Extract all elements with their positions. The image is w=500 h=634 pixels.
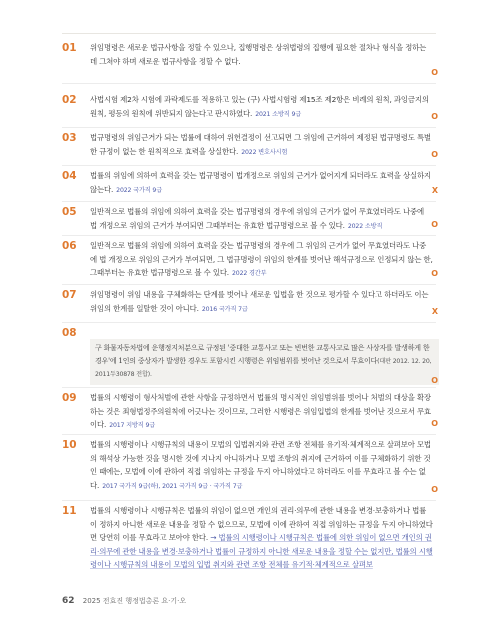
question-item [62, 127, 436, 166]
question-number: 05 [62, 206, 77, 218]
question-number: 09 [62, 392, 77, 404]
question-item [62, 165, 436, 202]
question-text: 위임명령이 위임 내용을 구체화하는 단계를 벗어나 새로운 입법을 한 것으로 평가할 수 있다고 하더라도 이는 위임의 한계를 일탈한 것이 아니다. 2016 국가직 7급 [90, 290, 429, 313]
explanation-text: → 법률의 시행령이나 시행규칙은 법률에 의한 위임이 없으면 개인의 권리·의무에 관한 내용을 변경·보충하거나 법률이 규정하지 아니한 새로운 내용을 정할 수는 없지만, 법률의 시행령이나 시행규칙의 내용이 모법의 입법 취지와 관련 조항 전체를 유기적·체계적으로 살펴보 [90, 533, 433, 569]
precedent-quote-box: 구 화물자동차법에 운행정지처분으로 규정된 '중대한 교통사고 또는 빈번한 교통사고로 많은 사상자를 발생하게 한 경우'에 1인의 중상자가 발생한 경우도 포함시킨 시행령은 위임범위를 벗어난 것으로서 무효이다(대판 2012. 12. 20, 2011두30878 전합). [90, 339, 439, 385]
question-item [62, 201, 436, 236]
question-text: 법률의 시행령이 형사처벌에 관한 사항을 규정하면서 법률의 명시적인 위임범위를 벗어나 처벌의 대상을 확장하는 것은 죄형법정주의원칙에 어긋나는 것이므로, 그러한 시행령은 위임입법의 한계를 벗어난 것으로서 무효이다. 2017 지방직 9급 [90, 393, 431, 429]
answer-mark: O [431, 419, 438, 428]
answer-mark: X [431, 186, 438, 195]
answer-mark: O [431, 376, 438, 385]
answer-mark: O [431, 485, 438, 494]
question-text: 법규명령의 위임근거가 되는 법률에 대하여 위헌결정이 선고되면 그 위임에 근거하여 제정된 법규명령도 특별한 규정이 없는 한 원칙적으로 효력을 상실한다. 2022 변호사시험 [90, 133, 431, 156]
question-number: 08 [62, 327, 77, 339]
question-text: 법률의 위임에 의하여 효력을 갖는 법규명령이 법개정으로 위임의 근거가 없어지게 되더라도 효력을 상실하지 않는다. 2022 국가직 9급 [90, 171, 431, 194]
page-number: 62 [62, 596, 75, 606]
question-text: 일반적으로 법률의 위임에 의하여 효력을 갖는 법규명령의 경우에 그 위임의 근거가 없어 무효였더라도 나중에 법 개정으로 위임의 근거가 부여되면, 그 법규명령이 위임의 한계를 벗어난 해석규정으로 인정되지 않는 한, 그때부터는 유효한 법규명령으로 볼 수 있다. 2022 경간부 [90, 241, 433, 277]
question-number: 10 [62, 439, 77, 451]
question-item [62, 235, 436, 285]
question-number: 03 [62, 132, 77, 144]
answer-mark: O [431, 220, 438, 229]
question-number: 11 [62, 505, 77, 517]
exam-source: 2022 경간부 [232, 270, 267, 277]
question-item [62, 284, 436, 323]
question-item [62, 93, 436, 128]
question-number: 07 [62, 289, 77, 301]
precedent-citation: (대판 2012. 12. 20, 2011두30878 전합). [95, 357, 432, 378]
answer-mark: O [431, 68, 438, 77]
question-number: 06 [62, 240, 77, 252]
exam-source: 2016 국가직 7급 [201, 305, 248, 313]
exam-source: 2017 국가직 9급(하), 2021 국가직 9급 · 국가직 7급 [102, 482, 243, 490]
question-item [62, 434, 436, 501]
question-text: 일반적으로 법률의 위임에 의하여 효력을 갖는 법규명령의 경우에 위임의 근거가 없어 무효였더라도 나중에 법 개정으로 위임의 근거가 부여되면 그때부터는 유효한 법규명령으로 볼 수 있다. 2022 소방직 [90, 207, 424, 230]
question-item [62, 500, 436, 582]
page-footer [62, 596, 186, 606]
answer-mark: O [431, 112, 438, 121]
question-number: 02 [62, 94, 77, 106]
question-text: 사법시험 제2차 시험에 과락제도를 적용하고 있는 (구) 사법시험령 제15조 제2항은 비례의 원칙, 과잉금지의 원칙, 평등의 원칙에 위반되지 않는다고 판시하였다. 2021 소방직 9급 [90, 95, 429, 118]
answer-mark: O [431, 150, 438, 159]
exam-source: 2021 소방직 9급 [255, 110, 302, 118]
question-number: 01 [62, 42, 77, 54]
question-item [62, 41, 436, 84]
question-number: 04 [62, 170, 77, 182]
question-text: 법률의 시행령이나 시행규칙은 법률의 위임이 없으면 개인의 권리·의무에 관한 내용을 변경·보충하거나 법률이 정하지 아니한 새로운 내용을 정할 수 없으므로, 모법에 이에 관하여 직접 위임하는 규정을 두지 아니하였다면 당연히 이를 무효라고 보아야 한다. → 법률의 시행령이나 시행규칙은 법률에 의한 위임이 없으면 개인의 권리·의무에 관한 내용을 변경·보충하거나 법률이 규정하지 아니한 새로운 내용을 정할 수는 없지만, 법률의 시행령이나 시행규칙의 내용이 모법의 입법 취지와 관련 조항 전체를 유기적·체계적으로 살펴보 [90, 506, 433, 569]
book-title: 2025 전효진 행정법총론 요·기·오 [82, 597, 187, 605]
question-item [62, 322, 436, 388]
question-item [62, 387, 436, 435]
exam-source: 2017 지방직 9급 [109, 422, 156, 429]
exam-source: 2022 소방직 [347, 222, 383, 230]
answer-mark: X [431, 307, 438, 316]
question-text: 법률의 시행령이나 시행규칙의 내용이 모법의 입법취지와 관련 조항 전체를 유기적·체계적으로 살펴보아 모법의 해석상 가능한 것을 명시한 것에 지나지 아니하거나 모법 조항의 취지에 근거하여 이를 구체화하기 위한 것인 때에는, 모법에 이에 관하여 직접 위임하는 규정을 두지 아니하였다고 하더라도 이를 무효라고 볼 수는 없다. 2017 국가직 9급(하), 2021 국가직 9급 · 국가직 7급 [90, 440, 431, 490]
exam-source: 2022 변호사시험 [241, 148, 288, 156]
question-text: 위임명령은 새로운 법규사항을 정할 수 있으나, 집행명령은 상위법령의 집행에 필요한 절차나 형식을 정하는 데 그쳐야 하며 새로운 법규사항을 정할 수 없다. [90, 43, 427, 66]
top-divider [62, 33, 436, 34]
answer-mark: O [431, 269, 438, 278]
exam-source: 2022 국가직 9급 [116, 186, 163, 194]
